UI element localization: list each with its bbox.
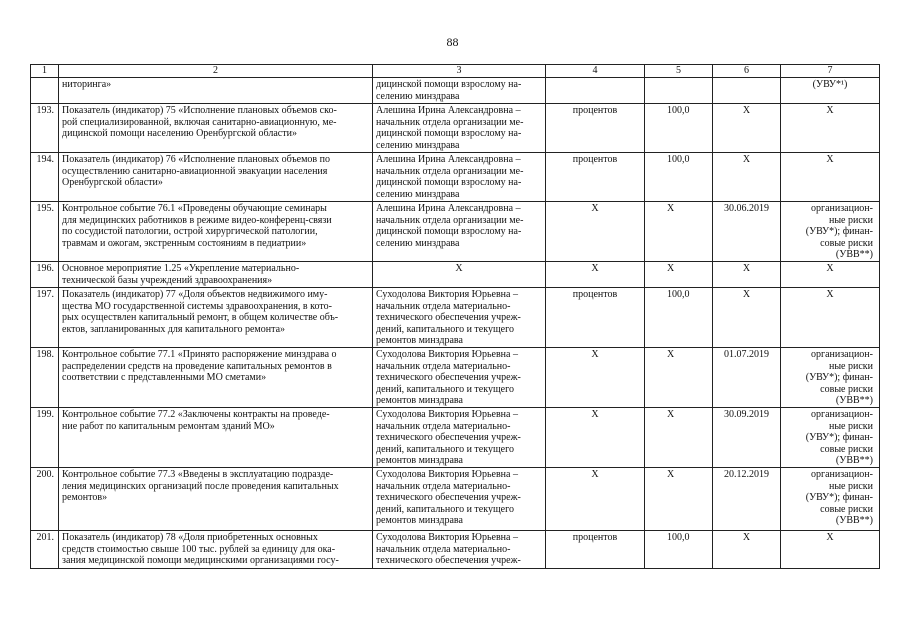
row-number: 193. — [31, 104, 59, 153]
table-row — [31, 78, 880, 104]
row-number: 195. — [31, 202, 59, 262]
row-unit: Х — [546, 348, 645, 408]
row-name: Контрольное событие 76.1 «Проведены обучающие семинары для медицинских работников в режиме видео-конференц-связи по сосудистой патологии, острой хирургической патологии, травмам и ожогам, экстренным состояниям в педиатрии» — [59, 202, 373, 262]
row-unit: процентов — [546, 531, 645, 569]
row-date: 01.07.2019 — [713, 348, 781, 408]
row-risk: Х — [781, 153, 880, 202]
row-risk: Х — [781, 288, 880, 348]
program-table — [30, 64, 880, 569]
row-risk: организацион- ные риски (УВУ*); финан- совые риски (УВВ**) — [781, 468, 880, 531]
row-date: 30.06.2019 — [713, 202, 781, 262]
row-value: Х — [645, 202, 713, 262]
row-unit: процентов — [546, 153, 645, 202]
row-unit: Х — [546, 262, 645, 288]
row-number: 197. — [31, 288, 59, 348]
row-risk: организацион- ные риски (УВУ*); финан- совые риски (УВВ**) — [781, 348, 880, 408]
row-date: Х — [713, 262, 781, 288]
row-responsible: Х — [373, 262, 546, 288]
row-responsible: Суходолова Виктория Юрьевна – начальник отдела материально- технического обеспечения учреж- — [373, 531, 546, 569]
row-value: Х — [645, 348, 713, 408]
row-value: 100,0 — [645, 153, 713, 202]
row-date: 20.12.2019 — [713, 468, 781, 531]
table-row — [31, 468, 880, 531]
table-row — [31, 104, 880, 153]
row-unit: процентов — [546, 104, 645, 153]
row-date: 30.09.2019 — [713, 408, 781, 468]
row-name: Показатель (индикатор) 78 «Доля приобретенных основных средств стоимостью свыше 100 тыс. рублей за единицу для ока- зания медицинской помощи медицинскими организациями госу- — [59, 531, 373, 569]
row-risk: организацион- ные риски (УВУ*); финан- совые риски (УВВ**) — [781, 202, 880, 262]
row-responsible: Суходолова Виктория Юрьевна – начальник отдела материально- технического обеспечения учреж- дений, капитального и текущего ремонтов минздрава — [373, 288, 546, 348]
row-number: 194. — [31, 153, 59, 202]
col-header-1: 1 — [31, 65, 59, 78]
table-row — [31, 262, 880, 288]
row-unit — [546, 78, 645, 104]
row-value: Х — [645, 468, 713, 531]
row-unit: Х — [546, 202, 645, 262]
row-unit: Х — [546, 468, 645, 531]
row-responsible: Суходолова Виктория Юрьевна – начальник отдела материально- технического обеспечения учреж- дений, капитального и текущего ремонтов минздрава — [373, 408, 546, 468]
row-value: 100,0 — [645, 531, 713, 569]
row-date: Х — [713, 531, 781, 569]
column-number-row — [31, 65, 880, 78]
row-value: Х — [645, 262, 713, 288]
row-risk: Х — [781, 104, 880, 153]
table-row — [31, 288, 880, 348]
row-number — [31, 78, 59, 104]
row-number: 196. — [31, 262, 59, 288]
row-name: Показатель (индикатор) 75 «Исполнение плановых объемов ско- рой специализированной, включая санитарно-авиационную, ме- дицинской помощи населению Оренбургской области» — [59, 104, 373, 153]
table-row — [31, 531, 880, 569]
row-number: 200. — [31, 468, 59, 531]
row-date: Х — [713, 288, 781, 348]
row-risk: Х — [781, 531, 880, 569]
row-value: 100,0 — [645, 288, 713, 348]
table-row — [31, 408, 880, 468]
row-responsible: Алешина Ирина Александровна – начальник отдела организации ме- дицинской помощи взрослому на- селению минздрава — [373, 104, 546, 153]
page-number: 88 — [446, 35, 459, 49]
row-value: Х — [645, 408, 713, 468]
table-row — [31, 202, 880, 262]
row-value — [645, 78, 713, 104]
row-responsible: Суходолова Виктория Юрьевна – начальник отдела материально- технического обеспечения учреж- дений, капитального и текущего ремонтов минздрава — [373, 348, 546, 408]
row-name: Основное мероприятие 1.25 «Укрепление материально- технической базы учреждений здравоохранения» — [59, 262, 373, 288]
table-row — [31, 348, 880, 408]
row-name: Контрольное событие 77.3 «Введены в эксплуатацию подразде- ления медицинских организаций после проведения капитальных ремонтов» — [59, 468, 373, 531]
row-risk: Х — [781, 262, 880, 288]
row-responsible: дицинской помощи взрослому на- селению минздрава — [373, 78, 546, 104]
col-header-4: 4 — [546, 65, 645, 78]
col-header-2: 2 — [59, 65, 373, 78]
row-name: Показатель (индикатор) 76 «Исполнение плановых объемов по осуществлению санитарно-авиационной эвакуации населения Оренбургской области» — [59, 153, 373, 202]
col-header-6: 6 — [713, 65, 781, 78]
row-number: 199. — [31, 408, 59, 468]
row-date — [713, 78, 781, 104]
row-risk: организацион- ные риски (УВУ*); финан- совые риски (УВВ**) — [781, 408, 880, 468]
row-date: Х — [713, 104, 781, 153]
row-responsible: Алешина Ирина Александровна – начальник отдела организации ме- дицинской помощи взрослому на- селению минздрава — [373, 153, 546, 202]
row-name: Показатель (индикатор) 77 «Доля объектов недвижимого иму- щества МО государственной системы здравоохранения, в кото- рых осуществлен капитальный ремонт, в общем количестве объ- ектов, запланированных для капитального ремонта» — [59, 288, 373, 348]
row-responsible: Суходолова Виктория Юрьевна – начальник отдела материально- технического обеспечения учреж- дений, капитального и текущего ремонтов минздрава — [373, 468, 546, 531]
row-number: 198. — [31, 348, 59, 408]
table-row — [31, 153, 880, 202]
col-header-5: 5 — [645, 65, 713, 78]
row-name: ниторинга» — [59, 78, 373, 104]
row-unit: процентов — [546, 288, 645, 348]
row-number: 201. — [31, 531, 59, 569]
row-name: Контрольное событие 77.1 «Принято распоряжение минздрава о распределении средств на проведение капитальных ремонтов в соответствии с представленными МО сметами» — [59, 348, 373, 408]
row-date: Х — [713, 153, 781, 202]
col-header-3: 3 — [373, 65, 546, 78]
row-value: 100,0 — [645, 104, 713, 153]
row-risk: (УВУ*¹) — [781, 78, 880, 104]
row-unit: Х — [546, 408, 645, 468]
row-responsible: Алешина Ирина Александровна – начальник отдела организации ме- дицинской помощи взрослому на- селению минздрава — [373, 202, 546, 262]
row-name: Контрольное событие 77.2 «Заключены контракты на проведе- ние работ по капитальным ремонтам зданий МО» — [59, 408, 373, 468]
col-header-7: 7 — [781, 65, 880, 78]
